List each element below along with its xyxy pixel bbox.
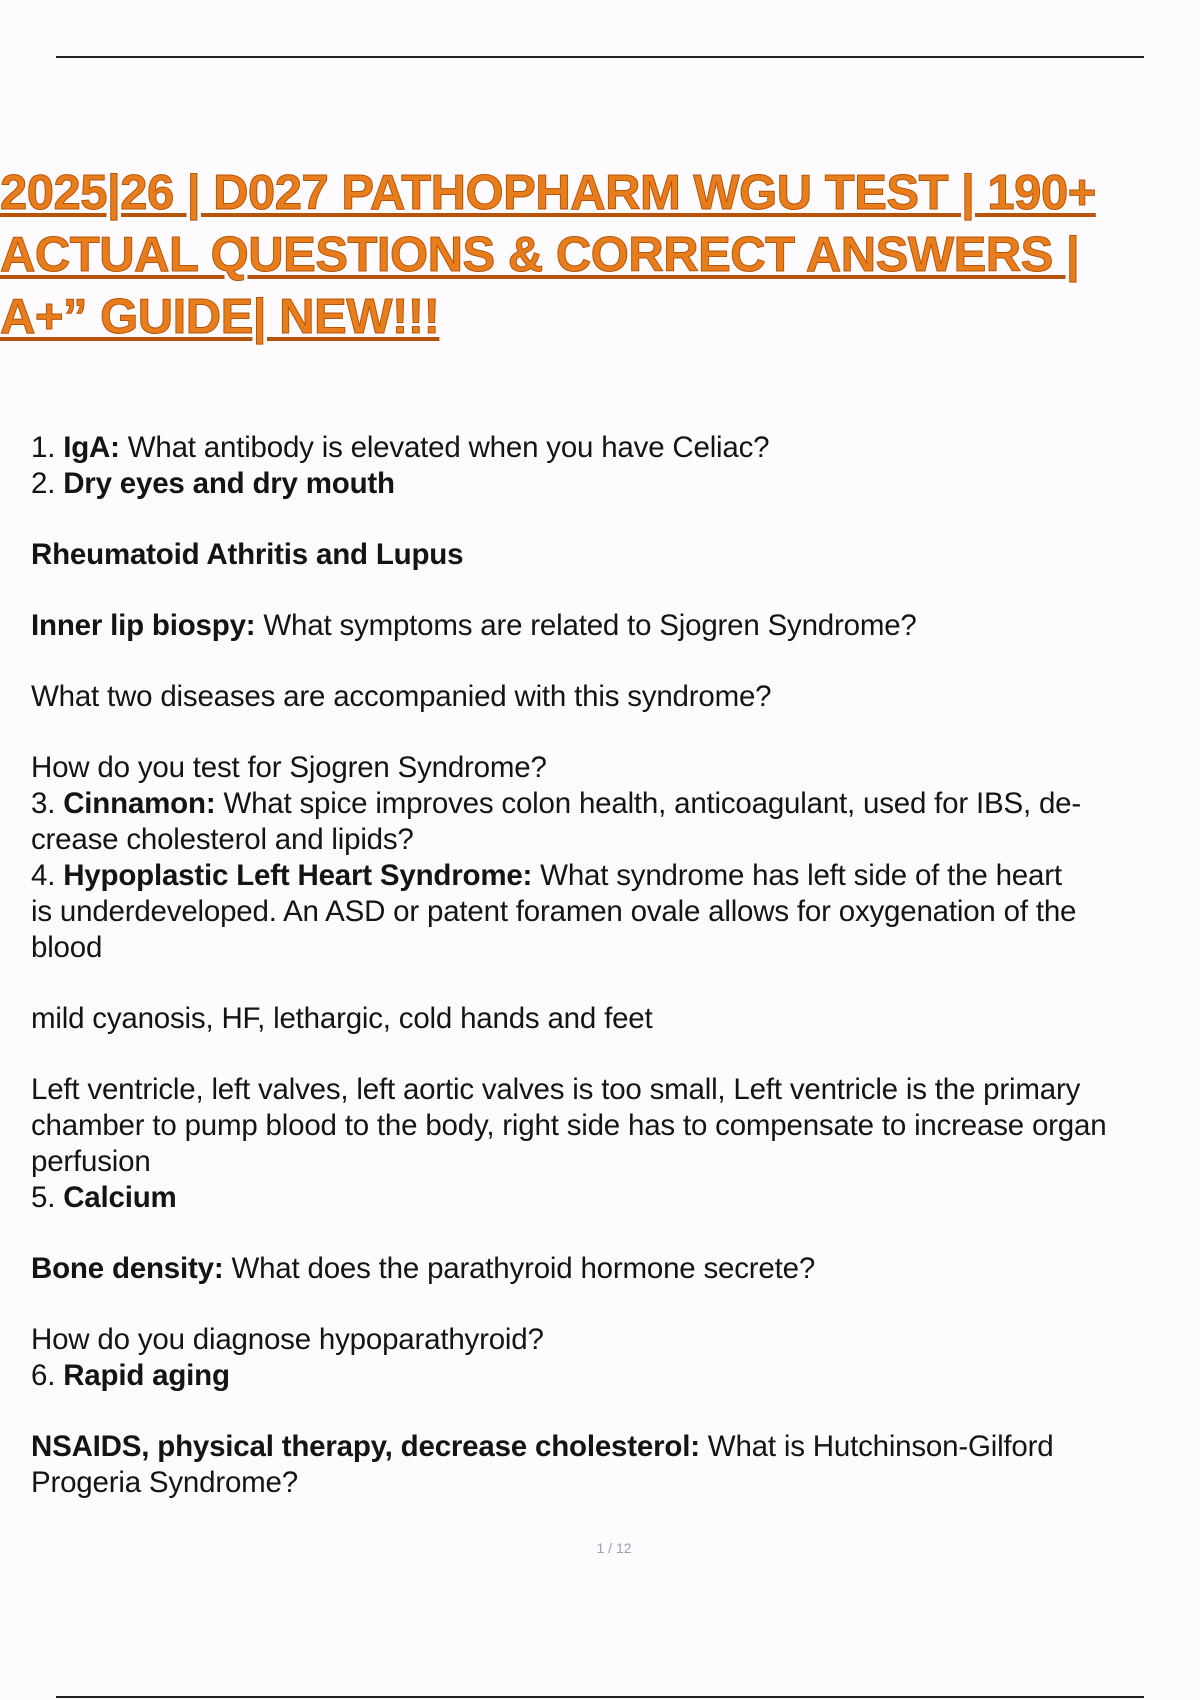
- title-line-3: A+” GUIDE| NEW!!!: [0, 290, 440, 344]
- question-text: What antibody is elevated when you have Celiac?: [119, 431, 770, 464]
- item-6-answer-2: [31, 1429, 1191, 1465]
- item-number: 1.: [31, 431, 64, 464]
- item-2: [31, 466, 1191, 502]
- answer-text: Bone density:: [31, 1252, 224, 1285]
- item-number: 2.: [31, 467, 64, 500]
- item-number: 5.: [31, 1181, 64, 1214]
- item-2-answer-2: [31, 537, 1191, 573]
- answer-text: Cinnamon:: [63, 787, 216, 820]
- item-2-answer-3: [31, 608, 1191, 644]
- item-5-answer-2: [31, 1251, 1191, 1287]
- item-2-question-3: How do you test for Sjogren Syndrome?: [31, 751, 547, 784]
- answer-text: Rapid aging: [63, 1359, 230, 1392]
- page-indicator: 1 / 12: [596, 1540, 632, 1556]
- answer-text: NSAIDS, physical therapy, decrease cholesterol:: [31, 1430, 700, 1463]
- answer-text: Dry eyes and dry mouth: [63, 467, 395, 500]
- item-5-question-2: How do you diagnose hypoparathyroid?: [31, 1323, 544, 1356]
- document-title: [0, 162, 1200, 348]
- item-4-line-2: is underdeveloped. An ASD or patent foramen ovale allows for oxygenation of the: [31, 895, 1077, 928]
- answer-text: IgA:: [63, 431, 120, 464]
- item-6-line-2: Progeria Syndrome?: [31, 1466, 298, 1499]
- question-text: What spice improves colon health, anticoagulant, used for IBS, de-: [215, 787, 1081, 820]
- answer-text: Hypoplastic Left Heart Syndrome:: [63, 859, 533, 892]
- item-2-question-2: What two diseases are accompanied with this syndrome?: [31, 680, 772, 713]
- item-1: [31, 430, 1191, 466]
- title-line-2: ACTUAL QUESTIONS & CORRECT ANSWERS |: [0, 228, 1080, 282]
- item-number: 6.: [31, 1359, 64, 1392]
- answer-text: Inner lip biospy:: [31, 609, 256, 642]
- question-text: What is Hutchinson-Gilford: [699, 1430, 1054, 1463]
- question-text: What symptoms are related to Sjogren Syndrome?: [255, 609, 917, 642]
- item-4-detail-2-line-1: Left ventricle, left valves, left aortic valves is too small, Left ventricle is the primary: [31, 1073, 1081, 1106]
- item-4: [31, 858, 1191, 894]
- item-5: [31, 1180, 1191, 1216]
- title-line-1: 2025|26 | D027 PATHOPHARM WGU TEST | 190+: [0, 166, 1096, 220]
- item-number: 3.: [31, 787, 64, 820]
- item-4-detail-2-line-3: perfusion: [31, 1145, 151, 1178]
- answer-text: Rheumatoid Athritis and Lupus: [31, 538, 464, 571]
- item-3: [31, 786, 1191, 822]
- item-number: 4.: [31, 859, 64, 892]
- question-text: What syndrome has left side of the heart: [532, 859, 1062, 892]
- item-3-line-2: crease cholesterol and lipids?: [31, 823, 414, 856]
- question-text: What does the parathyroid hormone secrete?: [223, 1252, 816, 1285]
- item-4-line-3: blood: [31, 931, 103, 964]
- bottom-rule: [56, 1696, 1144, 1698]
- answer-text: Calcium: [63, 1181, 177, 1214]
- top-rule: [56, 56, 1144, 58]
- item-6: [31, 1358, 1191, 1394]
- item-4-detail-2-line-2: chamber to pump blood to the body, right side has to compensate to increase organ: [31, 1109, 1107, 1142]
- item-4-detail-1: mild cyanosis, HF, lethargic, cold hands and feet: [31, 1002, 653, 1035]
- document-body: [31, 430, 1191, 1501]
